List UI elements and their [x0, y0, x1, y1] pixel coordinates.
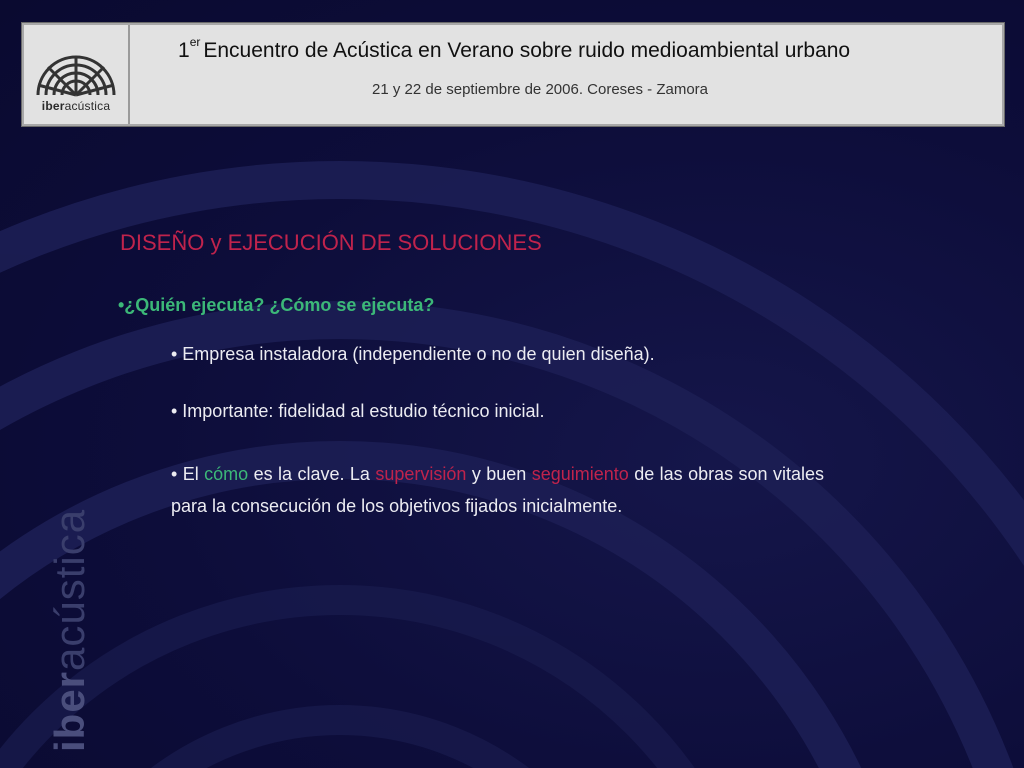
logo-text-rest: acústica — [64, 99, 111, 113]
bullet3-highlight-supervision: supervisión — [375, 464, 467, 484]
side-watermark — [46, 509, 94, 752]
bullet3-highlight-seguimiento: seguimiento — [531, 464, 629, 484]
bullet3-part4: de las obras son vitales para la consecución de los objetivos fijados inicialmente. — [171, 464, 824, 516]
logo-text — [24, 99, 128, 113]
watermark-bold: iber — [46, 670, 93, 752]
bullet3-part1: • El — [171, 464, 205, 484]
event-title — [178, 35, 851, 63]
bullet3-part3: y buen — [466, 464, 532, 484]
section-title: DISEÑO y EJECUCIÓN DE SOLUCIONES — [120, 230, 542, 255]
title-text: Encuentro de Acústica en Verano sobre ruido medioambiental urbano — [203, 39, 851, 62]
bullet-supervision — [171, 458, 824, 522]
event-subtitle: 21 y 22 de septiembre de 2006. Coreses - Zamora — [372, 81, 709, 98]
logo-dome-icon — [34, 35, 118, 97]
bullet-installer: • Empresa instaladora (independiente o no de quien diseña). — [171, 344, 655, 364]
bullet-fidelity: • Importante: fidelidad al estudio técnico inicial. — [171, 401, 545, 421]
bullet3-highlight-como: cómo — [204, 464, 249, 484]
logo — [24, 25, 130, 124]
title-number: 1 — [178, 39, 190, 62]
watermark-rest: acústica — [46, 508, 93, 671]
question-heading: •¿Quién ejecuta? ¿Cómo se ejecuta? — [118, 295, 435, 315]
title-superscript: er — [189, 35, 201, 49]
bullet3-part2: es la clave. La — [248, 464, 376, 484]
logo-text-bold: iber — [41, 99, 65, 113]
header-banner — [22, 23, 1004, 126]
